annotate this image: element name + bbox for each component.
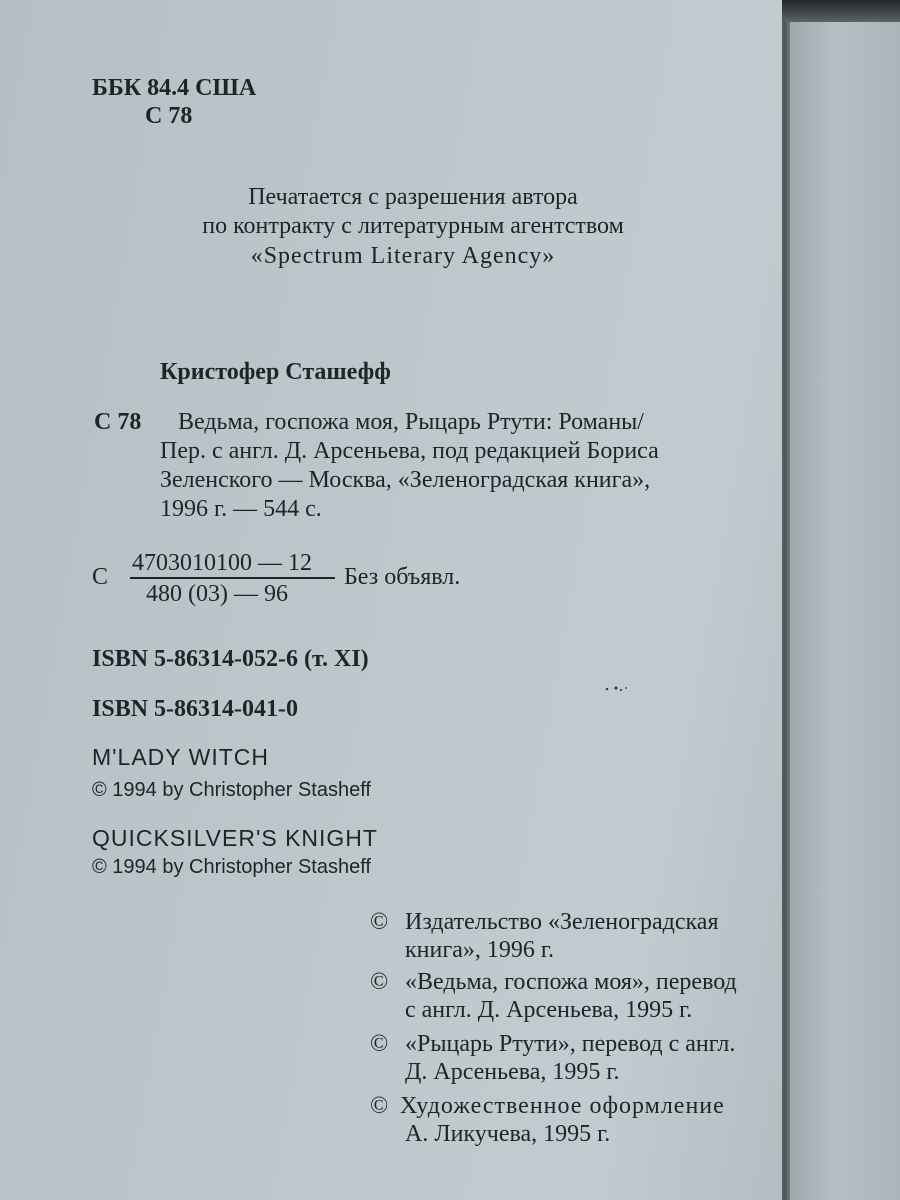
classification-numerator: 4703010100 — 12: [132, 550, 312, 576]
original-copyright-1: © 1994 by Christopher Stasheff: [92, 779, 371, 801]
copyright-2-line-2: с англ. Д. Арсеньева, 1995 г.: [405, 997, 693, 1023]
permission-line-2: по контракту с литературным агентством: [202, 213, 624, 239]
copyright-1-line-1: Издательство «Зеленоградская: [405, 909, 719, 935]
classification-note: Без объявл.: [344, 564, 461, 590]
isbn-1: ISBN 5-86314-052-6 (т. XI): [92, 646, 369, 672]
original-title-1: M'LADY WITCH: [92, 744, 269, 770]
copyright-3-line-2: Д. Арсеньева, 1995 г.: [405, 1059, 620, 1085]
record-author: Кристофер Сташефф: [160, 359, 391, 385]
paper-speck: [604, 685, 630, 693]
bbk-code: ББК 84.4 США: [92, 75, 257, 101]
next-page-edge: [790, 0, 900, 1200]
record-mark: С 78: [94, 409, 142, 435]
record-line-2: Пер. с англ. Д. Арсеньева, под редакцией Бориса: [160, 438, 659, 464]
record-line-4: 1996 г. — 544 с.: [160, 496, 322, 522]
copyright-3-line-1: «Рыцарь Ртути», перевод с англ.: [405, 1031, 736, 1057]
permission-line-3: «Spectrum Literary Agency»: [250, 243, 556, 269]
copyright-symbol-4: ©: [370, 1093, 389, 1119]
classification-denominator: 480 (03) — 96: [146, 581, 288, 607]
copyright-4-line-2: А. Ликучева, 1995 г.: [405, 1121, 611, 1147]
original-title-2: QUICKSILVER'S KNIGHT: [92, 825, 378, 851]
fraction-line: [130, 577, 335, 579]
copyright-2-line-1: «Ведьма, госпожа моя», перевод: [405, 969, 737, 995]
permission-line-1: Печатается с разрешения автора: [248, 184, 578, 210]
copyright-4-line-1: Художественное оформление: [400, 1093, 725, 1119]
author-mark: С 78: [145, 103, 193, 129]
copyright-symbol-3: ©: [370, 1031, 389, 1057]
isbn-2: ISBN 5-86314-041-0: [92, 696, 299, 722]
copyright-symbol-2: ©: [370, 969, 389, 995]
original-copyright-2: © 1994 by Christopher Stasheff: [92, 856, 371, 878]
book-corner: [770, 0, 900, 22]
record-line-1: Ведьма, госпожа моя, Рыцарь Ртути: Романы/: [178, 409, 644, 435]
record-line-3: Зеленского — Москва, «Зеленоградская книга»,: [160, 467, 651, 493]
copyright-1-line-2: книга», 1996 г.: [405, 937, 554, 963]
classification-letter: С: [92, 564, 109, 590]
copyright-symbol-1: ©: [370, 909, 389, 935]
